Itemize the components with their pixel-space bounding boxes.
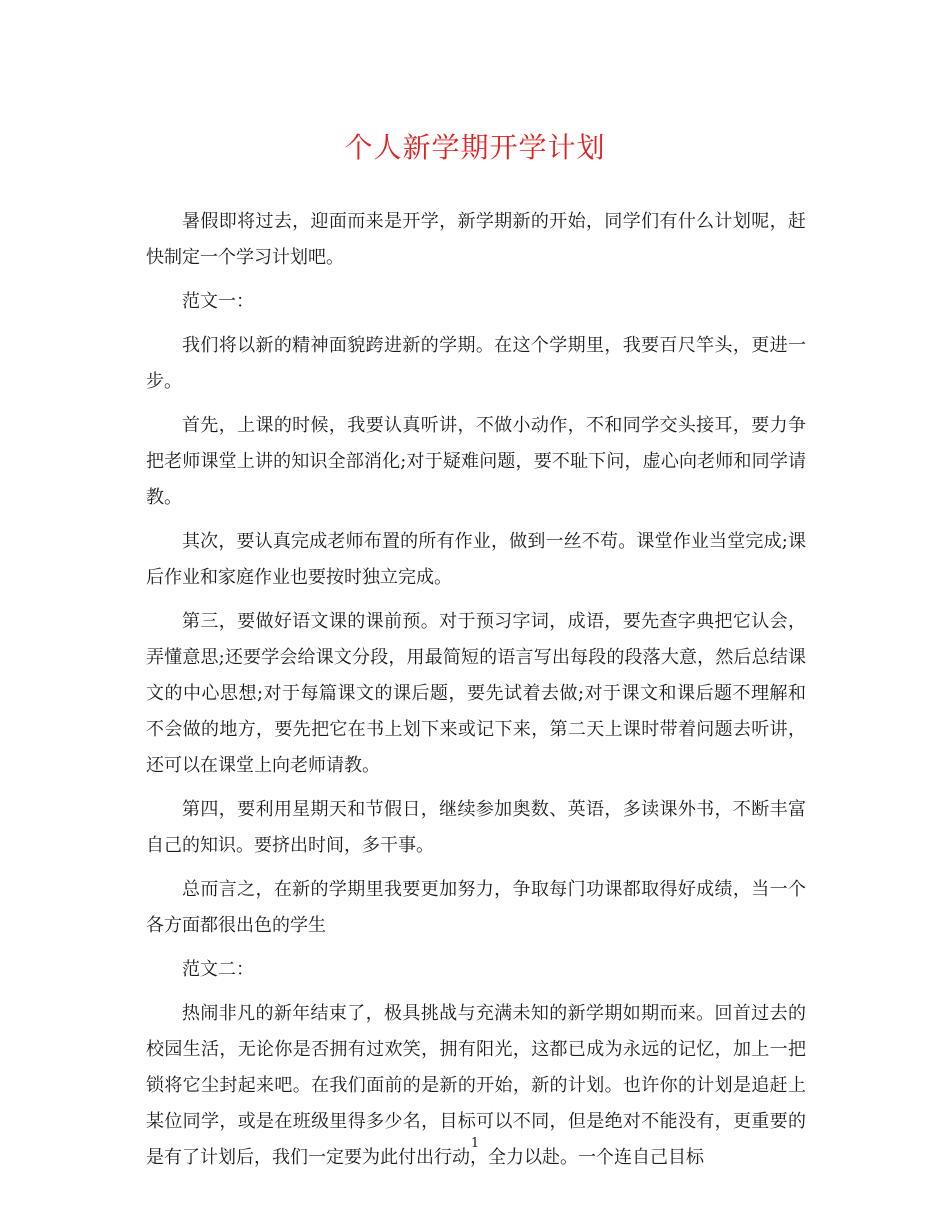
paragraph: 其次，要认真完成老师布置的所有作业，做到一丝不苟。课堂作业当堂完成;课后作业和家庭作业也要按时独立完成。 xyxy=(146,531,806,588)
document-body xyxy=(146,204,806,1184)
paragraph: 第四，要利用星期天和节假日，继续参加奥数、英语，多读课外书，不断丰富自己的知识。要挤出时间，多干事。 xyxy=(146,799,806,856)
paragraph-intro: 暑假即将过去，迎面而来是开学，新学期新的开始，同学们有什么计划呢，赶快制定一个学习计划吧。 xyxy=(146,211,806,268)
paragraph: 热闹非凡的新年结束了，极具挑战与充满未知的新学期如期而来。回首过去的校园生活，无论你是否拥有过欢笑，拥有阳光，这都已成为永远的记忆，加上一把锁将它尘封起来吧。在我们面前的是新的开始，新的计划。也许你的计划是追赶上某位同学，或是在班级里得多少名，目标可以不同，但是绝对不能没有，更重要的是有了计划后，我们一定要为此付出行动，全力以赴。一个连自己目标 xyxy=(146,1003,806,1168)
paragraph-sample-one-heading: 范文一： xyxy=(182,291,254,312)
paragraph: 第三，要做好语文课的课前预。对于预习字词，成语，要先查字典把它认会，弄懂意思;还要学会给课文分段，用最简短的语言写出每段的段落大意，然后总结课文的中心思想;对于每篇课文的课后题，要先试着去做;对于课文和课后题不理解和不会做的地方，要先把它在书上划下来或记下来，第二天上课时带着问题去听讲，还可以在课堂上向老师请教。 xyxy=(146,611,806,776)
paragraph: 首先，上课的时候，我要认真听讲，不做小动作，不和同学交头接耳，要力争把老师课堂上讲的知识全部消化;对于疑难问题，要不耻下问，虚心向老师和同学请教。 xyxy=(146,415,806,508)
paragraph: 我们将以新的精神面貌跨进新的学期。在这个学期里，我要百尺竿头，更进一步。 xyxy=(146,335,806,392)
document-title: 个人新学期开学计划 xyxy=(344,131,606,164)
paragraph-sample-two-heading: 范文二： xyxy=(182,959,254,980)
page-number: 1 xyxy=(470,1136,480,1151)
paragraph: 总而言之，在新的学期里我要更加努力，争取每门功课都取得好成绩，当一个各方面都很出色的学生 xyxy=(146,879,806,936)
